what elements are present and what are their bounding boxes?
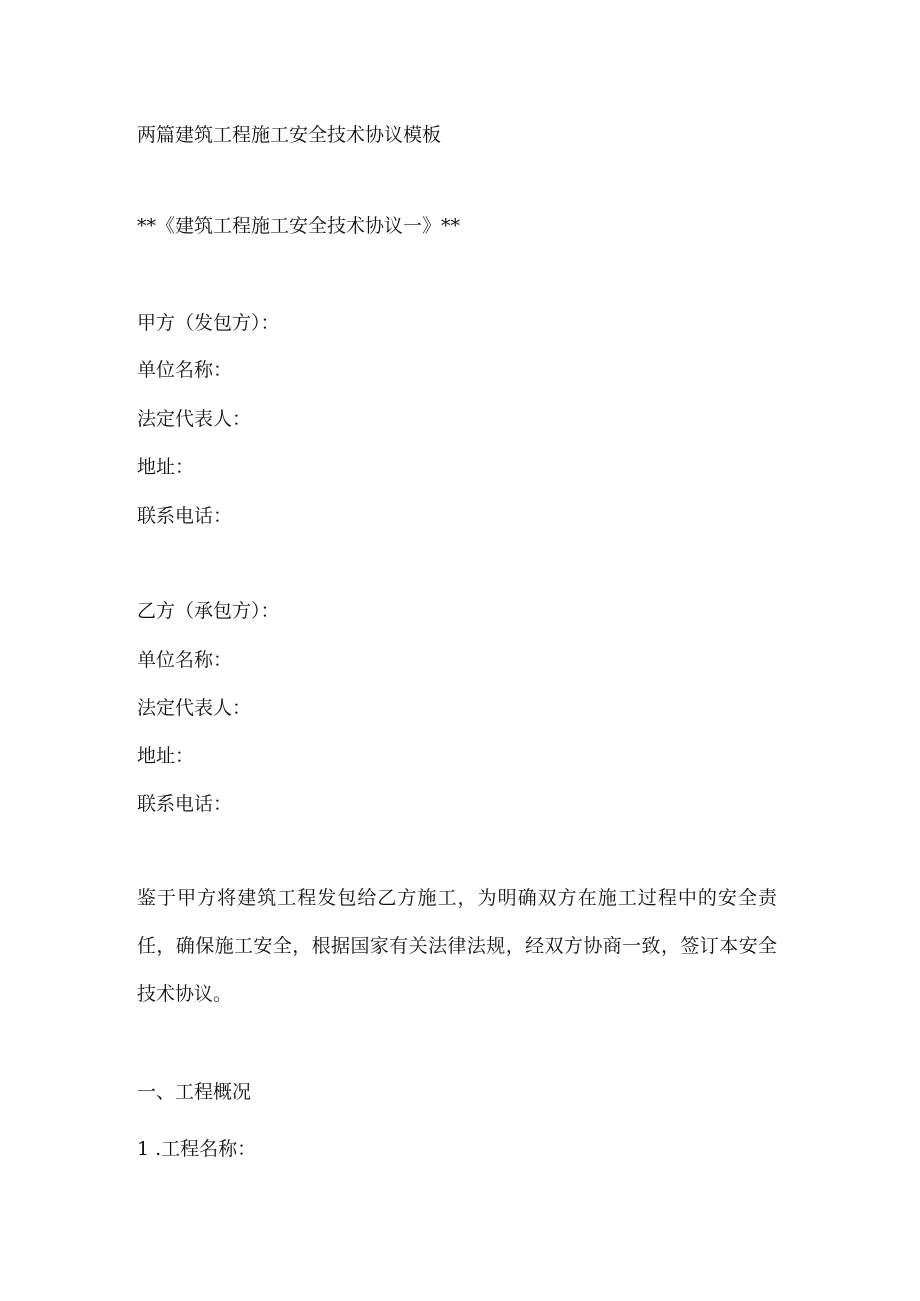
party-a-heading: 甲方（发包方）： bbox=[137, 312, 280, 334]
party-a-unit-name-label: 单位名称： bbox=[137, 359, 233, 381]
party-b-address-label: 地址： bbox=[137, 745, 195, 767]
document-title: 两篇建筑工程施工安全技术协议模板 bbox=[137, 124, 442, 146]
party-b-heading: 乙方（承包方）： bbox=[137, 600, 280, 622]
party-a-address-label: 地址： bbox=[137, 456, 195, 478]
party-b-phone-label: 联系电话： bbox=[137, 793, 233, 815]
section-1-item-1: 1 .工程名称： bbox=[137, 1138, 257, 1160]
party-a-phone-label: 联系电话： bbox=[137, 505, 233, 527]
agreement-subtitle: **《建筑工程施工安全技术协议一》** bbox=[137, 215, 461, 237]
section-1-heading: 一、工程概况 bbox=[137, 1081, 252, 1103]
party-b-legal-rep-label: 法定代表人： bbox=[137, 697, 252, 719]
party-a-legal-rep-label: 法定代表人： bbox=[137, 408, 252, 430]
party-b-unit-name-label: 单位名称： bbox=[137, 649, 233, 671]
preamble-paragraph: 鉴于甲方将建筑工程发包给乙方施工，为明确双方在施工过程中的安全责任，确保施工安全，根据国家有关法律法规，经双方协商一致，签订本安全技术协议。 bbox=[137, 887, 777, 1005]
